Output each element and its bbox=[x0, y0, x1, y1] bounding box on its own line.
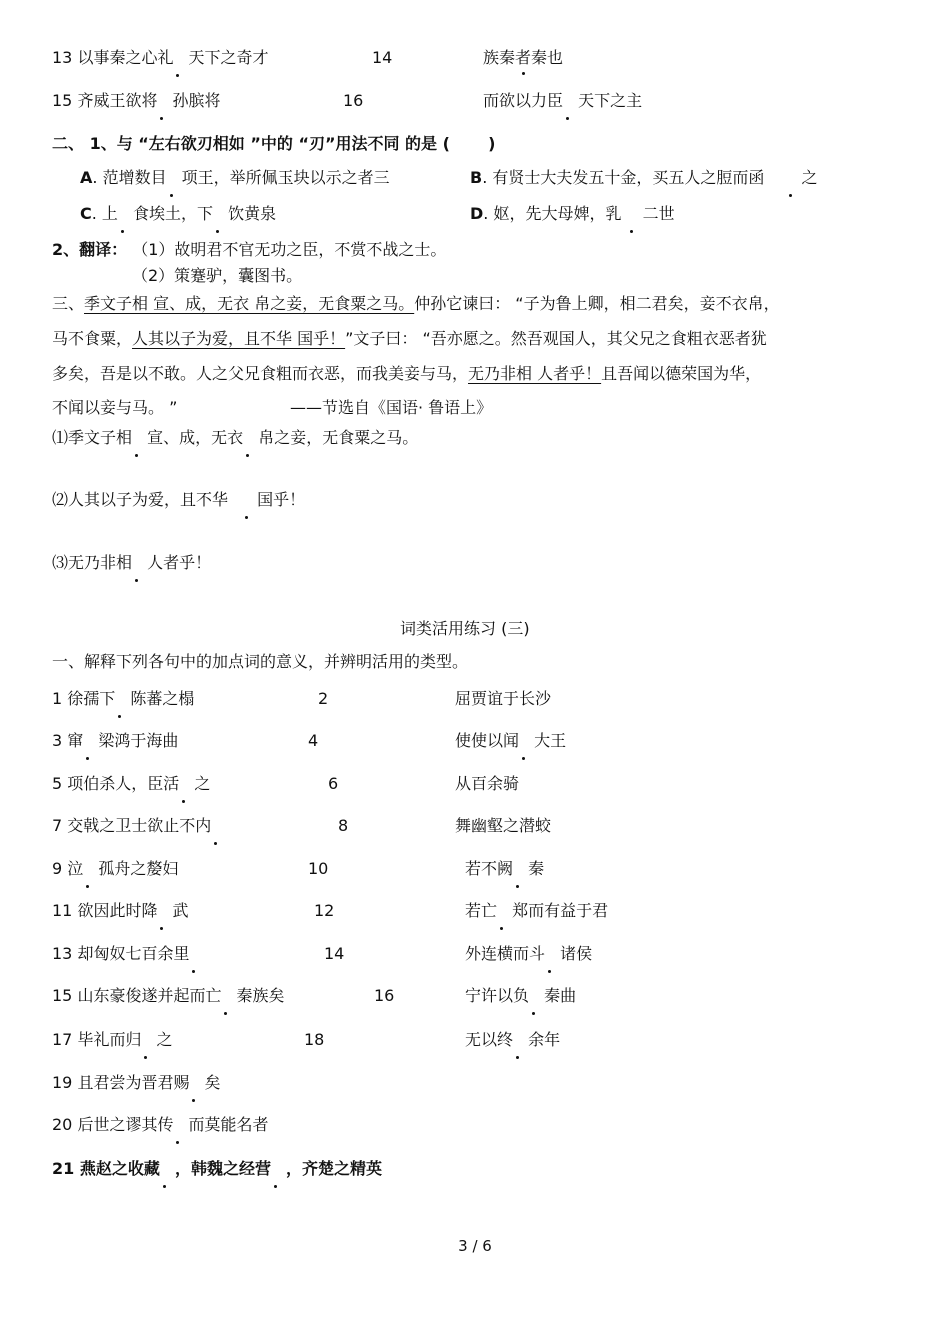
translation-item-2: （2）策蹇驴，囊图书。 bbox=[132, 266, 303, 285]
item-text-a: 13 却匈奴七百余里 bbox=[52, 944, 190, 963]
item-text-a: 9 泣 bbox=[52, 859, 84, 878]
item-text-a: 3 窜 bbox=[52, 731, 84, 750]
option-a-text: . 范增数目 bbox=[92, 168, 167, 187]
option-a bbox=[80, 167, 390, 189]
list-item-right bbox=[455, 688, 551, 710]
item-number: 14 bbox=[324, 944, 345, 963]
item-21-b: ，韩魏之经营 bbox=[174, 1159, 271, 1178]
translation-label: 2、翻译： bbox=[52, 240, 128, 259]
list-item bbox=[52, 985, 285, 1007]
passage-line-4 bbox=[52, 397, 177, 419]
passage-section-label: 三、 bbox=[52, 294, 85, 313]
item-16-text-b: 天下之主 bbox=[578, 91, 643, 110]
item-number: 4 bbox=[308, 731, 319, 750]
item-text-b: 梁鸿于海曲 bbox=[98, 731, 179, 750]
item-text-d: 郑而有益于君 bbox=[512, 901, 609, 920]
sentence-3 bbox=[52, 552, 211, 574]
list-item bbox=[52, 943, 199, 965]
item-21-a: 21 燕赵之收藏 bbox=[52, 1159, 160, 1178]
emphasis-dot bbox=[563, 105, 573, 106]
item-text-c: 若亡 bbox=[465, 901, 498, 920]
item-text-a: 7 交戟之卫士欲止不内 bbox=[52, 816, 212, 835]
item-text-a: 15 山东豪俊遂并起而亡 bbox=[52, 986, 222, 1005]
list-item-right bbox=[455, 773, 519, 795]
emphasis-dot bbox=[213, 218, 223, 219]
item-number: 6 bbox=[328, 774, 339, 793]
passage-line-1 bbox=[52, 293, 780, 315]
list-item-right bbox=[465, 1029, 560, 1051]
list-item-right bbox=[465, 985, 576, 1007]
list-item bbox=[52, 858, 178, 880]
emphasis-dot bbox=[529, 1000, 539, 1001]
item-text-a: 17 毕礼而归 bbox=[52, 1030, 142, 1049]
item-text-d: 秦曲 bbox=[544, 986, 577, 1005]
option-c-text-c: 饮黄泉 bbox=[228, 204, 277, 223]
passage-text-4: 不闻以妾与马。 ” bbox=[52, 398, 178, 417]
emphasis-dot bbox=[141, 1044, 151, 1045]
emphasis-dot bbox=[519, 745, 529, 746]
list-item-right bbox=[465, 858, 544, 880]
passage-underlined-2: 人其以子为爱，且不华 国乎！ bbox=[132, 329, 346, 348]
item-text-c: 宁许以负 bbox=[465, 986, 530, 1005]
list-item-right bbox=[455, 815, 551, 837]
option-a-label: A bbox=[80, 168, 93, 187]
option-b-label: B bbox=[470, 168, 483, 187]
passage-line-3 bbox=[52, 363, 761, 385]
list-item-right bbox=[455, 730, 566, 752]
emphasis-dot bbox=[189, 958, 199, 959]
item-text-d: 余年 bbox=[528, 1030, 561, 1049]
item-number: 8 bbox=[338, 816, 349, 835]
emphasis-dot bbox=[132, 442, 142, 443]
emphasis-dot bbox=[157, 105, 167, 106]
item-text-c: 舞幽壑之潜蛟 bbox=[455, 816, 552, 835]
emphasis-dot bbox=[173, 62, 183, 63]
option-d-text: . 妪，先大母婢，乳 bbox=[483, 204, 622, 223]
list-item bbox=[52, 900, 189, 922]
section-title: 词类活用练习 (三) bbox=[400, 619, 530, 638]
item-15-text: 15 齐威王欲将 bbox=[52, 91, 158, 110]
sentence-1 bbox=[52, 427, 418, 449]
list-item-right bbox=[465, 943, 592, 965]
option-c-text: . 上 bbox=[91, 204, 118, 223]
item-text-a: 11 欲因此时降 bbox=[52, 901, 158, 920]
section-instruction: 一、解释下列各句中的加点词的意义，并辨明活用的类型。 bbox=[52, 652, 469, 671]
item-16-number: 16 bbox=[343, 91, 364, 110]
list-item bbox=[52, 1029, 173, 1051]
list-item bbox=[52, 815, 221, 837]
item-number: 16 bbox=[374, 986, 395, 1005]
item-16-text-a: 而欲以力臣 bbox=[483, 91, 564, 110]
translation-item-1: （1）故明君不官无功之臣，不赏不战之士。 bbox=[132, 240, 447, 259]
emphasis-dot bbox=[786, 182, 796, 183]
item-14-text bbox=[483, 47, 563, 69]
item-20-b: 而莫能名者 bbox=[188, 1115, 269, 1134]
item-number: 12 bbox=[314, 901, 335, 920]
question-2-1-text: 二、 1、与 “左右欲刃相如 ”中的 “刃”用法不同 的是 ( bbox=[52, 134, 450, 153]
emphasis-dot bbox=[242, 504, 252, 505]
item-text-d: 秦 bbox=[528, 859, 545, 878]
emphasis-dot bbox=[497, 915, 507, 916]
page-number: 3 / 6 bbox=[458, 1237, 492, 1255]
emphasis-dot bbox=[157, 915, 167, 916]
emphasis-dot bbox=[173, 1129, 183, 1130]
emphasis-dot bbox=[243, 442, 253, 443]
question-2-1-close: ) bbox=[488, 134, 496, 153]
emphasis-dot bbox=[167, 182, 177, 183]
item-text-c: 若不阙 bbox=[465, 859, 514, 878]
item-16-text bbox=[483, 90, 642, 112]
emphasis-dot bbox=[132, 567, 142, 568]
emphasis-dot bbox=[160, 1173, 170, 1174]
emphasis-dot bbox=[118, 218, 128, 219]
option-b-text: . 有贤士大夫发五十金，买五人之脰而函 bbox=[482, 168, 765, 187]
passage-text-2a: 马不食粟， bbox=[52, 329, 133, 348]
item-19-a: 19 且君尝为晋君赐 bbox=[52, 1073, 190, 1092]
item-14-phrase: 族秦者秦也 bbox=[483, 48, 564, 67]
item-13-text: 13 以事秦之心礼 bbox=[52, 48, 174, 67]
emphasis-dot bbox=[221, 1000, 231, 1001]
item-number: 10 bbox=[308, 859, 329, 878]
translation-question bbox=[52, 239, 446, 261]
item-text-c: 无以终 bbox=[465, 1030, 514, 1049]
item-20-a: 20 后世之谬其传 bbox=[52, 1115, 174, 1134]
item-19-b: 矣 bbox=[204, 1073, 221, 1092]
list-item-right bbox=[465, 900, 608, 922]
option-b bbox=[470, 167, 818, 189]
passage-line-2 bbox=[52, 328, 767, 350]
sentence-1-c: 帛之妾，无食粟之马。 bbox=[258, 428, 419, 447]
item-20 bbox=[52, 1114, 269, 1136]
list-item bbox=[52, 730, 178, 752]
sentence-2 bbox=[52, 489, 305, 511]
item-text-b: 孤舟之嫠妇 bbox=[98, 859, 179, 878]
item-19 bbox=[52, 1072, 221, 1094]
item-text-c: 使使以闻 bbox=[455, 731, 520, 750]
item-21 bbox=[52, 1158, 382, 1180]
item-text-a: 1 徐孺下 bbox=[52, 689, 116, 708]
option-c-label: C bbox=[80, 204, 92, 223]
passage-text-3a: 多矣，吾是以不敢。人之父兄食粗而衣恶，而我美妾与马， bbox=[52, 364, 469, 383]
emphasis-dot bbox=[545, 958, 555, 959]
option-b-text-b: 之 bbox=[801, 168, 818, 187]
item-text-b: 之 bbox=[156, 1030, 173, 1049]
option-c-text-b: 食埃土，下 bbox=[133, 204, 214, 223]
emphasis-dot bbox=[627, 218, 637, 219]
option-d-text-b: 二世 bbox=[642, 204, 675, 223]
list-item bbox=[52, 773, 210, 795]
item-text-c: 屈贾谊于长沙 bbox=[455, 689, 552, 708]
option-c bbox=[80, 203, 276, 225]
emphasis-dot bbox=[211, 830, 221, 831]
passage-text-2b: ”文子曰： “吾亦愿之。然吾观国人，其父兄之食粗衣恶者犹 bbox=[345, 329, 767, 348]
emphasis-dot bbox=[179, 788, 189, 789]
item-13 bbox=[52, 47, 269, 69]
sentence-3-b: 人者乎！ bbox=[147, 553, 212, 572]
emphasis-dot bbox=[513, 1044, 523, 1045]
sentence-1-a: ⑴季文子相 bbox=[52, 428, 133, 447]
sentence-2-b: 国乎！ bbox=[257, 490, 306, 509]
emphasis-dot bbox=[271, 1173, 281, 1174]
emphasis-dot bbox=[513, 873, 523, 874]
item-13-text-b: 天下之奇才 bbox=[188, 48, 269, 67]
option-a-text-b: 项王，举所佩玉块以示之者三 bbox=[181, 168, 390, 187]
item-text-c: 从百余骑 bbox=[455, 774, 520, 793]
item-text-b: 陈蕃之榻 bbox=[130, 689, 195, 708]
item-15 bbox=[52, 90, 221, 112]
item-number: 2 bbox=[318, 689, 329, 708]
option-d bbox=[470, 203, 675, 225]
item-text-c: 外连横而斗 bbox=[465, 944, 546, 963]
item-21-c: ，齐楚之精英 bbox=[286, 1159, 383, 1178]
option-d-label: D bbox=[470, 204, 484, 223]
item-text-b: 秦族矣 bbox=[236, 986, 285, 1005]
passage-text-3b: 且吾闻以德荣国为华， bbox=[601, 364, 762, 383]
passage-underlined-1: 季文子相 宣、成，无衣 帛之妾，无食粟之马。 bbox=[84, 294, 415, 313]
sentence-2-a: ⑵人其以子为爱，且不华 bbox=[52, 490, 229, 509]
question-2-1 bbox=[52, 133, 495, 155]
item-text-b: 之 bbox=[194, 774, 211, 793]
emphasis-dot bbox=[189, 1087, 199, 1088]
item-text-a: 5 项伯杀人，臣活 bbox=[52, 774, 180, 793]
item-15-text-b: 孙膑将 bbox=[172, 91, 221, 110]
emphasis-dot bbox=[115, 703, 125, 704]
sentence-3-a: ⑶无乃非相 bbox=[52, 553, 133, 572]
item-text-d: 诸侯 bbox=[560, 944, 593, 963]
sentence-1-b: 宣、成，无衣 bbox=[147, 428, 244, 447]
list-item bbox=[52, 688, 194, 710]
passage-source: ——节选自《国语· 鲁语上》 bbox=[290, 398, 493, 417]
item-number: 18 bbox=[304, 1030, 325, 1049]
emphasis-dot bbox=[83, 745, 93, 746]
passage-text-1: 仲孙它谏曰： “子为鲁上卿，相二君矣，妾不衣帛， bbox=[414, 294, 780, 313]
item-text-d: 大王 bbox=[534, 731, 567, 750]
item-text-b: 武 bbox=[172, 901, 189, 920]
passage-underlined-3: 无乃非相 人者乎！ bbox=[468, 364, 602, 383]
emphasis-dot bbox=[83, 873, 93, 874]
item-14-number: 14 bbox=[372, 48, 393, 67]
